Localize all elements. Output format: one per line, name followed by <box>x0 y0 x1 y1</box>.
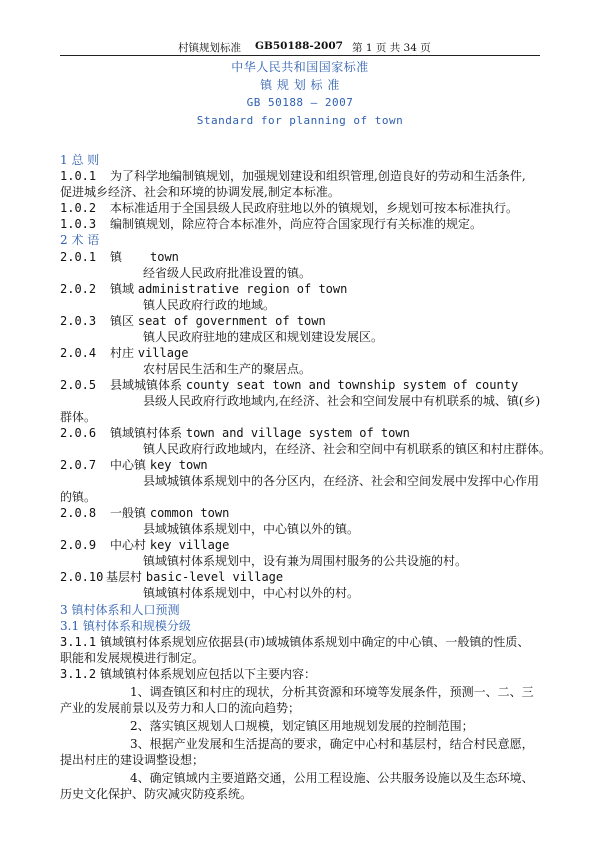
title-code: GB 50188 — 2007 <box>246 96 354 109</box>
list-item-1-cont: 产业的发展前景以及劳力和人口的流向趋势； <box>60 701 301 715</box>
term-2-0-1-def: 经省级人民政府批准设置的镇。 <box>143 266 312 280</box>
section-3-heading: 3 镇村体系和人口预测 <box>60 603 180 617</box>
term-2-0-3-def: 镇人民政府驻地的建成区和规划建设发展区。 <box>143 330 384 344</box>
term-2-0-5-def-cont: 群体。 <box>60 410 97 424</box>
term-2-0-10: 2.0.10 基层村 basic-level village <box>60 570 284 584</box>
clause-3-1-1: 3.1.1 镇域镇村体系规划应依据县(市)域城镇体系规划中确定的中心镇、一般镇的性质、 <box>60 635 530 649</box>
term-2-0-5: 2.0.5 县域城镇体系 county seat town and township system of county <box>60 378 519 392</box>
term-2-0-9-def: 镇域镇村体系规划中，设有兼为周围村服务的公共设施的村。 <box>143 554 468 568</box>
section-1-heading: 1 总 则 <box>60 153 100 167</box>
title-english: Standard for planning of town <box>196 114 404 127</box>
term-2-0-2: 2.0.2 镇域 administrative region of town <box>60 282 348 296</box>
clause-1-0-1: 1.0.1 为了科学地编制镇规划，加强规划建设和组织管理,创造良好的劳动和生活条件, <box>60 169 526 183</box>
clause-3-1-1-cont: 职能和发展规模进行制定。 <box>60 651 205 665</box>
page-number: 第 1 页 共 34 页 <box>352 42 431 54</box>
clause-3-1-2: 3.1.2 镇域镇村体系规划应包括以下主要内容： <box>60 667 316 681</box>
term-2-0-7-def: 县域城镇体系规划中的各分区内，在经济、社会和空间发展中发挥中心作用 <box>143 474 540 488</box>
term-2-0-6-def: 镇人民政府行政地域内，在经济、社会和空间中有机联系的镇区和村庄群体。 <box>143 442 552 456</box>
section-2-heading: 2 术 语 <box>60 233 100 247</box>
term-2-0-5-def: 县级人民政府行政地域内,在经济、社会和空间发展中有机联系的城、镇(乡) <box>143 394 541 408</box>
clause-1-0-2: 1.0.2 本标准适用于全国县级人民政府驻地以外的镇规划，乡规划可按本标准执行。 <box>60 201 519 215</box>
term-2-0-8: 2.0.8 一般镇 common town <box>60 506 230 520</box>
title-line-2: 镇 规 划 标 准 <box>260 78 340 92</box>
list-item-4-cont: 历史文化保护、防灾减灾防疫系统。 <box>60 787 253 801</box>
clause-1-0-1-cont: 促进城乡经济、社会和环境的协调发展,制定本标准。 <box>60 185 340 199</box>
term-2-0-10-def: 镇域镇村体系规划中，中心村以外的村。 <box>143 586 360 600</box>
term-2-0-1: 2.0.1 镇 town <box>60 250 179 264</box>
list-item-3-cont: 提出村庄的建设调整设想； <box>60 753 205 767</box>
list-item-4: 4、确定镇域内主要道路交通，公用工程设施、公共服务设施以及生态环境、 <box>130 771 534 785</box>
term-2-0-9: 2.0.9 中心村 key village <box>60 538 230 552</box>
term-2-0-4-def: 农村居民生活和生产的聚居点。 <box>143 362 312 376</box>
term-2-0-7: 2.0.7 中心镇 key town <box>60 458 208 472</box>
page-header <box>60 38 540 56</box>
list-item-1: 1、调查镇区和村庄的现状，分析其资源和环境等发展条件，预测一、二、三 <box>130 685 534 699</box>
standard-code: GB50188-2007 <box>255 40 343 52</box>
section-3-1-heading: 3.1 镇村体系和规模分级 <box>60 619 191 633</box>
title-line-1: 中华人民共和国国家标准 <box>231 60 369 74</box>
title-block <box>0 58 600 130</box>
term-2-0-3: 2.0.3 镇区 seat of government of town <box>60 314 326 328</box>
standard-name: 村镇规划标准 <box>178 42 241 54</box>
list-item-3: 3、根据产业发展和生活提高的要求，确定中心村和基层村，结合村民意愿， <box>130 737 534 751</box>
list-item-2: 2、落实镇区规划人口规模，划定镇区用地规划发展的控制范围； <box>130 719 474 733</box>
clause-1-0-3: 1.0.3 编制镇规划，除应符合本标准外，尚应符合国家现行有关标准的规定。 <box>60 217 483 231</box>
term-2-0-4: 2.0.4 村庄 village <box>60 346 189 360</box>
term-2-0-6: 2.0.6 镇域镇村体系 town and village system of town <box>60 426 410 440</box>
term-2-0-8-def: 县域城镇体系规划中，中心镇以外的镇。 <box>143 522 360 536</box>
term-2-0-2-def: 镇人民政府行政的地域。 <box>143 298 276 312</box>
term-2-0-7-def-cont: 的镇。 <box>60 490 97 504</box>
